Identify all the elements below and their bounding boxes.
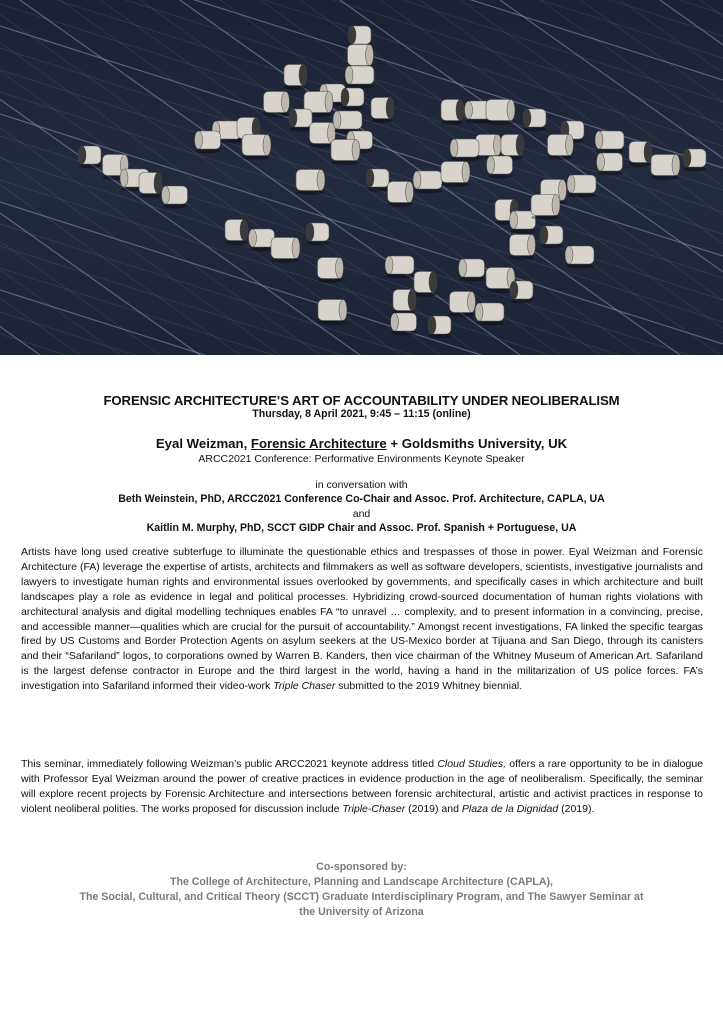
canister bbox=[225, 220, 248, 246]
grid-line bbox=[500, 0, 723, 355]
panelist-1: Beth Weinstein, PhD, ARCC2021 Conference Co-Chair and Assoc. Prof. Architecture, CAPLA, UA bbox=[118, 493, 605, 505]
canister bbox=[366, 169, 389, 192]
canister bbox=[510, 281, 533, 304]
work-title-cloud-studies: Cloud Studies, bbox=[437, 758, 506, 770]
grid-line bbox=[140, 0, 640, 355]
canister bbox=[450, 292, 476, 318]
conversation-intro: in conversation with bbox=[315, 479, 408, 491]
work-title-plaza-de-la-dignidad: Plaza de la Dignidad bbox=[461, 802, 559, 815]
para2-text-end: (2019). bbox=[558, 802, 595, 815]
speaker-line bbox=[0, 436, 723, 451]
canister bbox=[318, 300, 347, 326]
conjunction-and: and bbox=[352, 508, 371, 520]
para1-text-end: submitted to the 2019 Whitney biennial. bbox=[335, 680, 523, 693]
speaker-name: Eyal Weizman, bbox=[155, 436, 251, 451]
panelist-2: Kaitlin M. Murphy, PhD, SCCT GIDP Chair and Assoc. Prof. Spanish + Portuguese, UA bbox=[146, 522, 577, 534]
canister bbox=[195, 131, 221, 154]
sponsor-line-2: The Social, Cultural, and Critical Theory (SCCT) Graduate Interdisciplinary Program, and The Sawyer Seminar at bbox=[79, 891, 644, 903]
canister bbox=[413, 171, 442, 194]
canister bbox=[486, 100, 515, 126]
grid-line bbox=[0, 0, 120, 355]
event-title: FORENSIC ARCHITECTURE’S ART OF ACCOUNTABILITY UNDER NEOLIBERALISM bbox=[103, 393, 620, 408]
work-title-triple-chaser-2: Triple-Chaser bbox=[342, 802, 406, 815]
para2-text-and: (2019) and bbox=[405, 802, 462, 815]
canister bbox=[333, 111, 362, 134]
canister bbox=[567, 175, 596, 198]
description-paragraph-2 bbox=[21, 757, 703, 817]
canister bbox=[510, 211, 536, 234]
canister bbox=[540, 226, 563, 249]
canister bbox=[341, 88, 364, 111]
sponsor-line-3: the University of Arizona bbox=[299, 906, 424, 918]
grid-line bbox=[0, 202, 723, 355]
canister bbox=[284, 65, 307, 91]
canister bbox=[162, 186, 188, 209]
grid-line bbox=[0, 0, 40, 355]
para2-text: This seminar, immediately following Weizman’s public ARCC2021 keynote address titled bbox=[21, 758, 438, 770]
grid-line bbox=[0, 180, 723, 355]
canister bbox=[548, 135, 574, 161]
canister bbox=[450, 139, 479, 162]
canister bbox=[441, 100, 464, 126]
canister bbox=[629, 142, 652, 168]
canister bbox=[391, 313, 417, 336]
canister bbox=[428, 316, 451, 339]
canister bbox=[487, 156, 513, 179]
canister bbox=[139, 173, 162, 199]
canister bbox=[414, 272, 437, 298]
canister bbox=[249, 229, 275, 252]
work-title-triple-chaser: Triple Chaser bbox=[273, 680, 336, 693]
canister bbox=[597, 153, 623, 176]
canister bbox=[371, 98, 394, 124]
hero-image bbox=[0, 0, 723, 355]
grid-line bbox=[0, 290, 723, 355]
para1-text: Artists have long used creative subterfuge to illuminate the questionable ethics and trespasses of those in power. Eyal Weizman and Forensic Architecture (FA) leverage the expertise of artists, architects and filmmakers as well as software developers, scientists, investigative journalists and lawyers to investigate human rights and environmental issues overlooked by governments, and specifically cases in which architecture and built landscapes play a role as evidence in legal and political processes. Hybridizing crowd-sourced documentation of human rights violations with architectural analysis and digital modelling techniques enables FA “to unravel … complexity, and to present information in a convincing, precise, and accessible manner—qualities which are crucial for the pursuit of accountability.” Amongst recent investigations, FA linked the specific teargas fired by US Customs and Border Protection Agents on asylum seekers at the US-Mexico border at Tijuana and San Diego, through its canisters and their “Safariland” logos, to corporations owned by Warren B. Kanders, then vice chairman of the Whitney Museum of American Art. Safariland is the largest defense contractor in Europe and the third largest in the world, having a hand in the militarization of US police forces. FA’s investigation into Safariland informed their video-work bbox=[21, 546, 703, 693]
canister bbox=[271, 238, 300, 264]
canister bbox=[318, 258, 344, 284]
speaker-affiliation: + Goldsmiths University, UK bbox=[386, 436, 568, 451]
canister bbox=[459, 259, 485, 282]
canister bbox=[296, 170, 325, 196]
canister bbox=[331, 140, 360, 166]
canister bbox=[306, 223, 329, 246]
canister bbox=[388, 182, 414, 208]
grid-line bbox=[0, 268, 723, 355]
grid-line bbox=[0, 158, 723, 355]
canisters-on-grid-render bbox=[0, 0, 723, 355]
canister bbox=[78, 146, 101, 169]
canister bbox=[264, 92, 290, 118]
canister bbox=[475, 303, 504, 326]
speaker-role: ARCC2021 Conference: Performative Environments Keynote Speaker bbox=[198, 453, 525, 465]
canister bbox=[595, 131, 624, 154]
sponsors-block bbox=[0, 860, 723, 920]
canister bbox=[523, 109, 546, 132]
canister bbox=[393, 290, 416, 316]
sponsor-line-1: The College of Architecture, Planning and Landscape Architecture (CAPLA), bbox=[170, 876, 553, 888]
canister bbox=[345, 66, 374, 89]
canister bbox=[441, 162, 470, 188]
canister bbox=[510, 235, 536, 261]
canister bbox=[651, 155, 680, 181]
canister bbox=[565, 246, 594, 269]
sponsors-heading: Co-sponsored by: bbox=[316, 861, 407, 873]
canister bbox=[683, 149, 706, 172]
forensic-architecture-link[interactable]: Forensic Architecture bbox=[250, 436, 387, 451]
canister bbox=[242, 135, 271, 161]
event-date: Thursday, 8 April 2021, 9:45 – 11:15 (online) bbox=[252, 408, 471, 420]
description-paragraph-1 bbox=[21, 545, 703, 694]
grid-line bbox=[0, 0, 723, 14]
canister bbox=[385, 256, 414, 279]
para2-text-mid: offers a rare opportunity to be in dialogue with Professor Eyal Weizman around the power of creative practices in evidence production in the age of neoliberalism. Specifically, the seminar will explore recent projects by Forensic Architecture and intersections between forensic architectural, artistic and activist practices in response to violent neoliberal polities. The works proposed for discussion include bbox=[21, 758, 704, 815]
grid-line bbox=[700, 0, 723, 355]
canister bbox=[531, 195, 560, 221]
canister bbox=[289, 109, 312, 132]
grid-line bbox=[0, 0, 80, 355]
